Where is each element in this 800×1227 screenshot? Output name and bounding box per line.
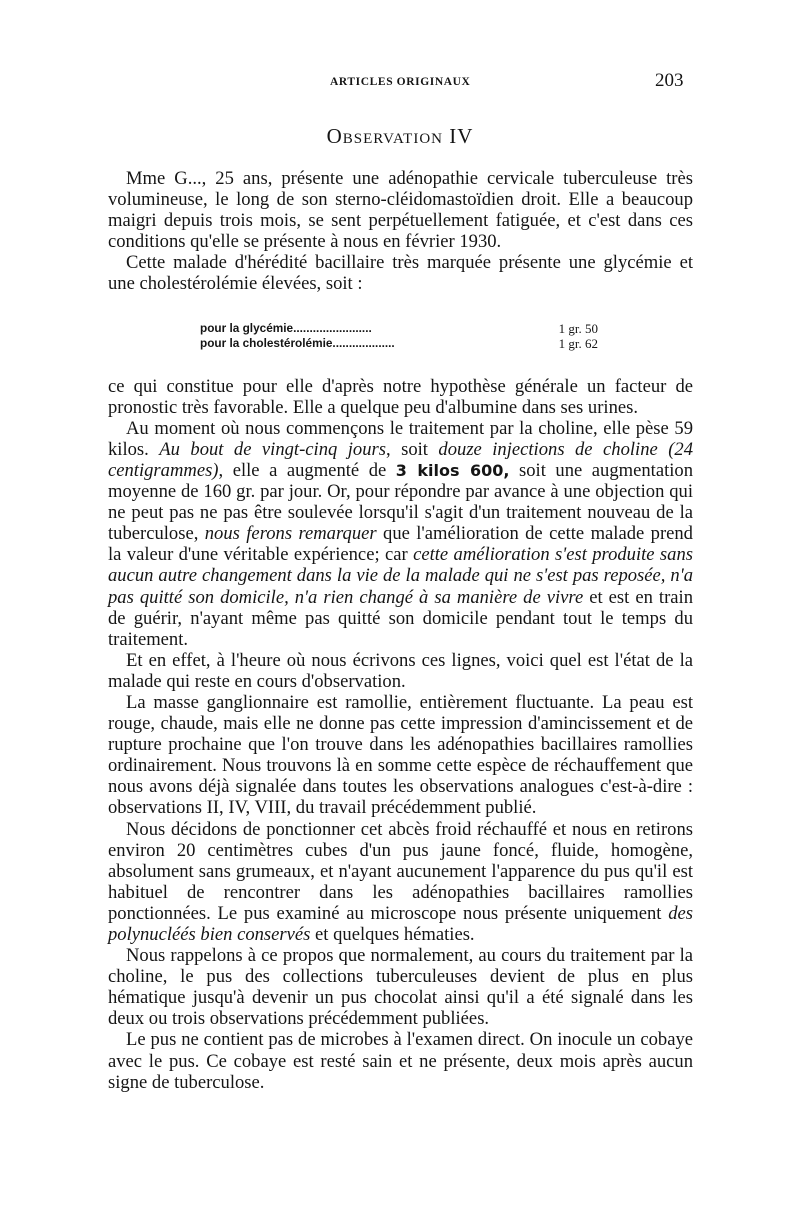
- paragraph-3: ce qui constitue pour elle d'après notre hypothèse générale un facteur de pronostic très favorable. Elle a quelque peu d'albumine dans ses urines.: [108, 375, 693, 418]
- article-body: [108, 168, 693, 1093]
- paragraph-9: Le pus ne contient pas de microbes à l'examen direct. On inocule un cobaye avec le pus. Ce cobaye est resté sain et ne présente, deux mois après aucun signe de tuberculose.: [108, 1029, 693, 1093]
- text-run: Au moment où nous commençons le traitement par la choline, elle pèse 59 kilos.: [108, 417, 693, 460]
- paragraph-7: [108, 819, 693, 946]
- text-run: que l'amélioration de cette malade prend la valeur d'une véritable expérience; car: [108, 523, 693, 566]
- paragraph-8: Nous rappelons à ce propos que normalement, au cours du traitement par la choline, le pus des collections tuberculeuses devient de plus en plus hématique jusqu'à devenir un pus chocolat ainsi qu'il a été signalé dans les deux ou trois observations précédemment publiées.: [108, 945, 693, 1030]
- paragraph-4: [108, 418, 693, 650]
- section-heading: Observation IV: [326, 124, 474, 148]
- lab-value-row: [200, 336, 598, 352]
- lab-value-number: 1 gr. 62: [558, 336, 598, 352]
- paragraph-intro-1: Mme G..., 25 ans, présente une adénopathie cervicale tuberculeuse très volumineuse, le long de son sterno-cléidomastoïdien droit. Elle a beaucoup maigri depuis trois mois, se sent perpétuellement fatiguée, et c'est dans ces conditions qu'elle se présente à nous en février 1930.: [108, 168, 693, 253]
- text-run: , soit: [385, 438, 439, 460]
- text-run: soit une augmentation moyenne de 160 gr. par jour. Or, pour répondre par avance à une objection qui ne peut pas ne pas être soulevée lorsqu'il s'agit d'un traitement nouveau de la tuberculose,: [108, 459, 694, 545]
- text-run: Nous décidons de ponctionner cet abcès froid réchauffé et nous en retirons environ 20 centimètres cubes d'un pus jaune foncé, fluide, homogène, absolument sans grumeaux, et n'ayant aucunement l'apparence du pus qu'il est habituel de rencontrer dans les adénopathies bacillaires ramollies ponctionnées. Le pus examiné au microscope nous présente uniquement: [108, 818, 693, 924]
- emphasis-text: Au bout de vingt-cinq jours: [159, 438, 386, 460]
- emphasis-text: douze injections de choline (24 centigrammes): [108, 438, 693, 481]
- lab-value-label: pour la cholestérolémie...................: [200, 336, 395, 351]
- paragraph-intro-2: Cette malade d'hérédité bacillaire très marquée présente une glycémie et une cholestérolémie élevées, soit :: [108, 252, 693, 295]
- paragraph-6: La masse ganglionnaire est ramollie, entièrement fluctuante. La peau est rouge, chaude, mais elle ne donne pas cette impression d'amincissement et de rupture prochaine que l'on trouve dans les adénopathies bacillaires ramollies ordinairement. Nous trouvons là en somme cette espèce de réchauffement que nous avons déjà signalée dans toutes les observations analogues c'est-à-dire : observations II, IV, VIII, du travail précédemment publié.: [108, 691, 693, 819]
- lab-values-list: [200, 321, 598, 352]
- paragraph-5: Et en effet, à l'heure où nous écrivons ces lignes, voici quel est l'état de la malade qui reste en cours d'observation.: [108, 649, 693, 692]
- emphasis-text: nous ferons remarquer: [204, 523, 377, 545]
- lab-value-label: pour la glycémie........................: [200, 320, 372, 335]
- page-number: 203: [655, 70, 684, 91]
- lab-value-row: [200, 321, 598, 337]
- lab-value-number: 1 gr. 50: [558, 320, 598, 336]
- text-run: et quelques hématies.: [310, 924, 475, 945]
- emphasis-text: des polynucléés bien conservés: [108, 902, 693, 945]
- bold-weight-gain: 3 kilos 600,: [395, 460, 510, 480]
- text-run: , elle a augmenté de: [218, 459, 396, 481]
- emphasis-text: cette amélioration s'est produite sans aucun autre changement dans la vie de la malade qui ne s'est pas reposée, n'a pas quitté son domicile, n'a rien changé à sa manière de vivre: [108, 544, 694, 608]
- running-title: ARTICLES ORIGINAUX: [330, 76, 471, 88]
- text-run: et est en train de guérir, n'ayant même pas quitté son domicile pendant tout le temps du traitement.: [108, 586, 693, 650]
